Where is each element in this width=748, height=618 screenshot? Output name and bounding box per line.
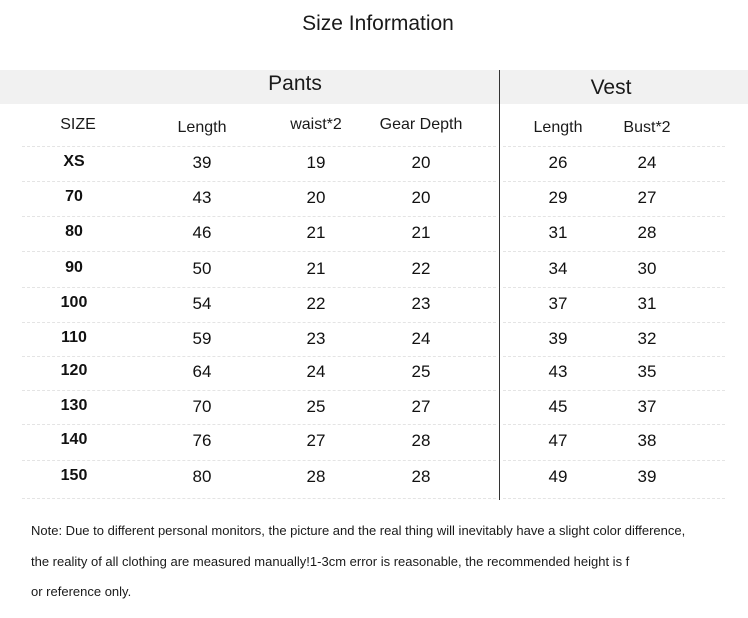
pants-length-cell: 54 [192, 294, 212, 313]
row-separator [503, 424, 725, 425]
row-separator [503, 216, 725, 217]
vest-length-cell: 34 [548, 259, 568, 278]
bust-cell: 32 [637, 329, 657, 348]
gear-depth-cell: 23 [411, 294, 431, 313]
waist-cell: 21 [306, 223, 326, 242]
gear-depth-cell: 27 [411, 397, 431, 416]
waist-cell: 25 [306, 397, 326, 416]
vest-length-cell: 45 [548, 397, 568, 416]
page-title: Size Information [302, 12, 454, 35]
bust-cell: 24 [637, 153, 657, 172]
bust-cell: 37 [637, 397, 657, 416]
gear-depth-cell: 22 [411, 259, 431, 278]
bust-cell: 31 [637, 294, 657, 313]
waist-column-header: waist*2 [290, 116, 342, 133]
gear-depth-column-header: Gear Depth [379, 116, 463, 133]
gear-depth-cell: 20 [411, 153, 431, 172]
size-cell: 140 [60, 431, 88, 448]
note-line: the reality of all clothing are measured manually!1-3cm error is reasonable, the recommended height is f [31, 554, 630, 569]
size-cell: 90 [65, 259, 83, 276]
row-separator [503, 287, 725, 288]
pants-length-cell: 76 [192, 431, 212, 450]
row-separator [22, 322, 496, 323]
gear-depth-cell: 28 [411, 467, 431, 486]
note-line: Note: Due to different personal monitors, the picture and the real thing will inevitably have a slight color difference, [31, 523, 686, 538]
row-separator [22, 390, 496, 391]
bust-cell: 27 [637, 188, 657, 207]
pants-length-cell: 50 [192, 259, 212, 278]
pants-length-cell: 39 [192, 153, 212, 172]
size-cell: 150 [60, 467, 88, 484]
vest-group-header: Vest [590, 76, 632, 99]
row-separator [22, 287, 496, 288]
waist-cell: 23 [306, 329, 326, 348]
row-separator [503, 251, 725, 252]
vest-length-cell: 29 [548, 188, 568, 207]
pants-length-cell: 80 [192, 467, 212, 486]
note-line: or reference only. [31, 584, 132, 599]
waist-cell: 19 [306, 153, 326, 172]
waist-cell: 21 [306, 259, 326, 278]
pants-group-header: Pants [268, 72, 322, 95]
size-cell: 110 [61, 329, 87, 346]
size-cell: XS [63, 153, 85, 170]
gear-depth-cell: 25 [411, 362, 431, 381]
waist-cell: 28 [306, 467, 326, 486]
bust-cell: 38 [637, 431, 657, 450]
row-separator [503, 322, 725, 323]
row-separator [22, 181, 496, 182]
row-separator [22, 251, 496, 252]
gear-depth-cell: 21 [411, 223, 431, 242]
pants-length-cell: 64 [192, 362, 212, 381]
row-separator [22, 146, 496, 147]
gear-depth-cell: 28 [411, 431, 431, 450]
row-separator [503, 460, 725, 461]
row-separator [22, 216, 496, 217]
bust-cell: 30 [637, 259, 657, 278]
bust-column-header: Bust*2 [623, 119, 671, 136]
vest-length-cell: 39 [548, 329, 568, 348]
group-divider [499, 70, 500, 500]
vest-length-column-header: Length [533, 119, 583, 136]
waist-cell: 27 [306, 431, 326, 450]
pants-length-cell: 46 [192, 223, 212, 242]
size-cell: 80 [65, 223, 83, 240]
row-separator [503, 146, 725, 147]
row-separator [503, 390, 725, 391]
pants-length-cell: 59 [192, 329, 212, 348]
gear-depth-cell: 20 [411, 188, 431, 207]
row-separator [22, 356, 496, 357]
row-separator [503, 181, 725, 182]
bust-cell: 35 [637, 362, 657, 381]
row-separator [503, 498, 725, 499]
vest-length-cell: 47 [548, 431, 568, 450]
bust-cell: 28 [637, 223, 657, 242]
gear-depth-cell: 24 [411, 329, 431, 348]
vest-length-cell: 43 [548, 362, 568, 381]
vest-length-cell: 37 [548, 294, 568, 313]
pants-length-cell: 43 [192, 188, 212, 207]
pants-length-column-header: Length [177, 119, 227, 136]
vest-length-cell: 31 [548, 223, 568, 242]
row-separator [22, 498, 496, 499]
size-cell: 120 [60, 362, 88, 379]
size-cell: 130 [60, 397, 88, 414]
size-cell: 100 [60, 294, 88, 311]
vest-length-cell: 26 [548, 153, 568, 172]
row-separator [22, 424, 496, 425]
row-separator [22, 460, 496, 461]
pants-length-cell: 70 [192, 397, 212, 416]
waist-cell: 24 [306, 362, 326, 381]
row-separator [503, 356, 725, 357]
waist-cell: 20 [306, 188, 326, 207]
waist-cell: 22 [306, 294, 326, 313]
bust-cell: 39 [637, 467, 657, 486]
vest-length-cell: 49 [548, 467, 568, 486]
size-column-header: SIZE [60, 116, 96, 133]
size-cell: 70 [65, 188, 83, 205]
